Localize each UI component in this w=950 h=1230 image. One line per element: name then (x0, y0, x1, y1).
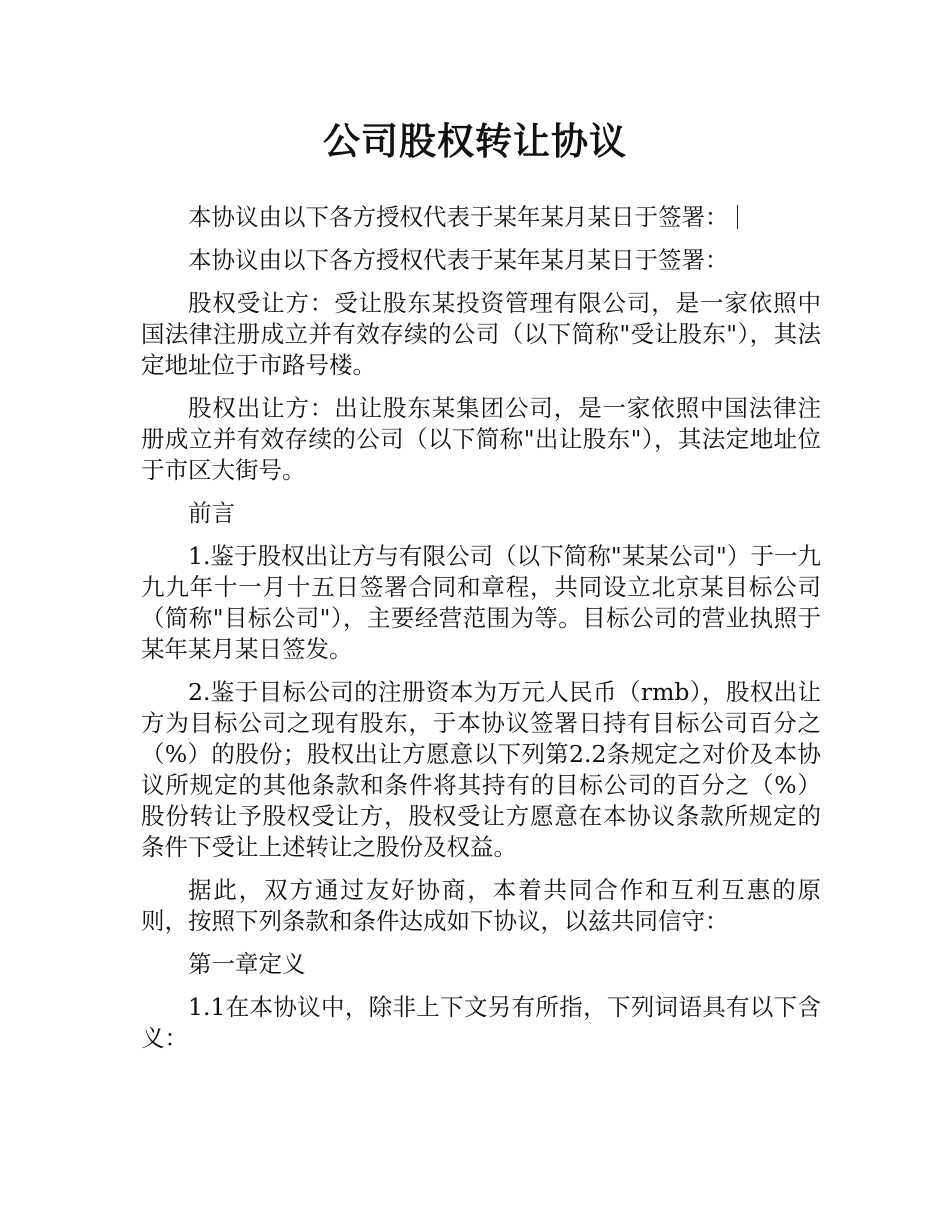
paragraph: 本协议由以下各方授权代表于某年某月某日于签署： (188, 246, 729, 274)
paragraph: 2.鉴于目标公司的注册资本为万元人民币（rmb），股权出让方为目标公司之现有股东，于本协议签署日持有目标公司百分之（%）的股份；股权出让方愿意以下列第2.2条规定之对价及本协议所规定的其他条款和条件将其持有的目标公司的百分之（%）股份转让予股权受让方，股权受让方愿意在本协议条款所规定的条件下受让上述转让之股份及权益。 (141, 678, 821, 861)
paragraph: 1.鉴于股权出让方与有限公司（以下简称"某某公司"）于一九九九年十一月十五日签署合同和章程，共同设立北京某目标公司（简称"目标公司"），主要经营范围为等。目标公司的营业执照于某年某月某日签发。 (141, 542, 821, 663)
paragraph-text: 本协议由以下各方授权代表于某年某月某日于签署： (188, 203, 729, 231)
section-heading: 前言 (188, 499, 235, 527)
paragraph: 股权出让方：出让股东某集团公司，是一家依照中国法律注册成立并有效存续的公司（以下简称"出让股东"），其法定地址位于市区大街号。 (141, 394, 821, 484)
paragraph: 1.1在本协议中，除非上下文另有所指，下列词语具有以下含义： (141, 993, 821, 1052)
paragraph: 据此，双方通过友好协商，本着共同合作和互利互惠的原则，按照下列条款和条件达成如下协议，以兹共同信守： (141, 876, 821, 935)
paragraph (141, 202, 821, 233)
text-cursor (737, 205, 738, 229)
document-body (141, 202, 821, 1066)
document-title: 公司股权转让协议 (323, 120, 627, 163)
chapter-heading: 第一章定义 (188, 950, 306, 978)
paragraph: 股权受让方：受让股东某投资管理有限公司，是一家依照中国法律注册成立并有效存续的公司（以下简称"受让股东"），其法定地址位于市路号楼。 (141, 289, 821, 379)
